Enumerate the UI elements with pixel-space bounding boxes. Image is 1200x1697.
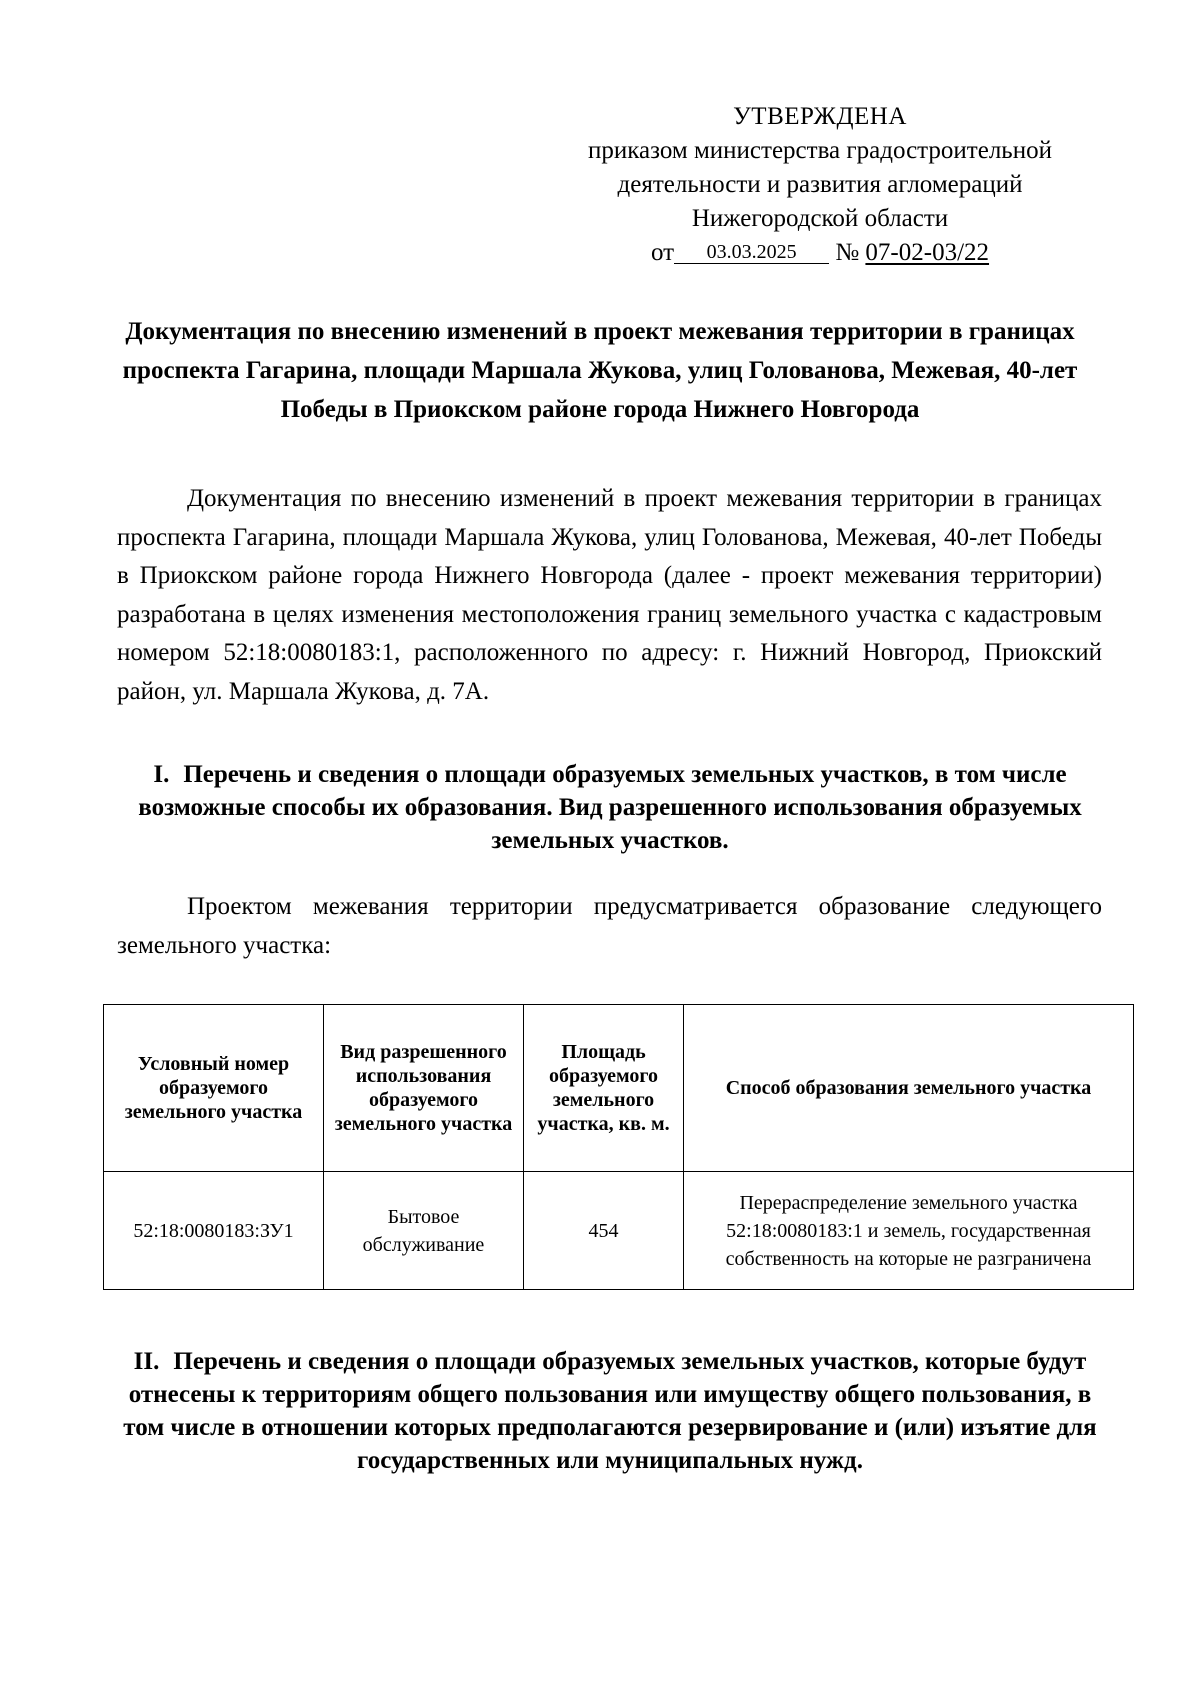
- section-2-title: Перечень и сведения о площади образуемых земельных участков, которые будут отнесены к территориям общего пользования или имуществу общего пользования, в том числе в отношении которых предполагаются резервирование и (или) изъятие для государственных или муниципальных нужд.: [123, 1348, 1097, 1474]
- section-1-number: I.: [153, 761, 170, 788]
- header-formation-method: Способ образования земельного участка: [684, 1005, 1134, 1172]
- header-plot-number: Условный номер образуемого земельного участка: [104, 1005, 324, 1172]
- table-row: [104, 1172, 1134, 1290]
- section-1-title: Перечень и сведения о площади образуемых земельных участков, в том числе возможные способы их образования. Вид разрешенного использования образуемых земельных участков.: [138, 761, 1082, 854]
- table-header-row: [104, 1005, 1134, 1172]
- order-date: 03.03.2025: [674, 241, 829, 264]
- section-1-heading: [115, 758, 1105, 857]
- cell-formation-method: Перераспределение земельного участка 52:18:0080183:1 и земель, государственная собственность на которые не разграничена: [684, 1172, 1134, 1290]
- header-area: Площадь образуемого земельного участка, кв. м.: [524, 1005, 684, 1172]
- section-2-number: II.: [133, 1348, 160, 1375]
- approval-line-2: деятельности и развития агломераций: [617, 171, 1023, 198]
- cell-permitted-use: Бытовое обслуживание: [324, 1172, 524, 1290]
- document-title: Документация по внесению изменений в проект межевания территории в границах проспекта Гагарина, площади Маршала Жукова, улиц Голованова, Межевая, 40-лет Победы в Приокском районе города Нижнего Новгорода: [122, 318, 1078, 423]
- order-number-prefix: №: [835, 239, 860, 266]
- order-date-prefix: от: [650, 239, 675, 266]
- land-plots-table: [103, 1004, 1134, 1290]
- approval-stamp-word: УТВЕРЖДЕНА: [733, 103, 907, 130]
- cell-plot-number: 52:18:0080183:ЗУ1: [104, 1172, 324, 1290]
- approval-line-1: приказом министерства градостроительной: [588, 137, 1052, 164]
- cell-area: 454: [524, 1172, 684, 1290]
- order-number: 07-02-03/22: [865, 239, 990, 266]
- order-line: [550, 236, 1090, 270]
- section-1-paragraph: Проектом межевания территории предусматривается образование следующего земельного участка:: [117, 893, 1102, 959]
- approval-line-3: Нижегородской области: [691, 205, 949, 232]
- header-permitted-use: Вид разрешенного использования образуемого земельного участка: [324, 1005, 524, 1172]
- section-2-heading: [120, 1345, 1100, 1477]
- approval-block: [550, 100, 1090, 270]
- intro-paragraph: Документация по внесению изменений в проект межевания территории в границах проспекта Гагарина, площади Маршала Жукова, улиц Голованова, Межевая, 40-лет Победы в Приокском районе города Нижнего Новгорода (далее - проект межевания территории) разработана в целях изменения местоположения границ земельного участка с кадастровым номером 52:18:0080183:1, расположенного по адресу: г. Нижний Новгород, Приокский район, ул. Маршала Жукова, д. 7А.: [117, 485, 1102, 705]
